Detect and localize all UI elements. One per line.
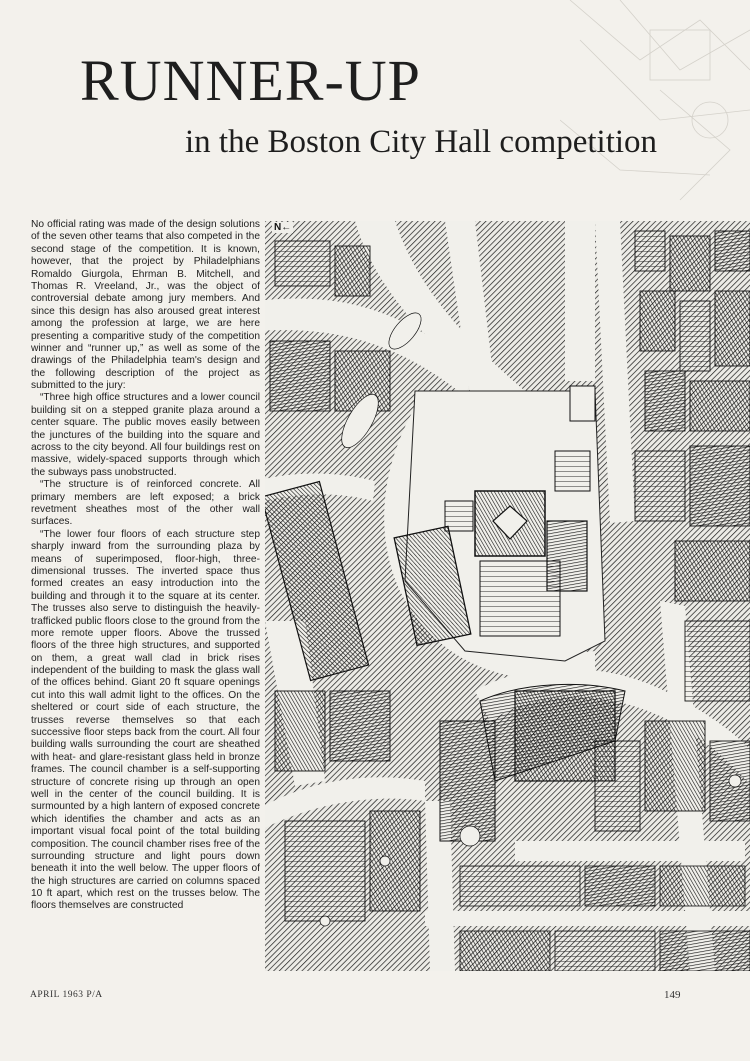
corner-drawing	[560, 0, 750, 215]
site-plan-svg	[265, 221, 750, 971]
article-body	[31, 219, 260, 971]
page-title: RUNNER-UP	[80, 48, 421, 113]
article-paragraph: “Three high office structures and a lower council building sit on a stepped granite plaza around a center square. The public moves easily between the junctures of the building into the square and across to the city beyond. All four buildings rest on massive, widely-spaced supports through which the subways pass unobstructed.	[31, 392, 260, 478]
issue-footer: APRIL 1963 P/A	[30, 990, 103, 1000]
article-paragraph: No official rating was made of the design solutions of the seven other teams that also competed in the second stage of the competition. It is known, however, that the project by Philadelphians Romaldo Giurgola, Ehrman B. Mitchell, and Thomas R. Vreeland, Jr., was the object of controversial debate among jury members. And since this design has also aroused great interest among the profession at large, we are here presenting a comparitive study of the competition winner and “runner up,” as well as some of the drawings of the Philadelphia team's design and the following description of the project as submitted to the jury:	[31, 219, 260, 392]
article-paragraph: “The lower four floors of each structure step sharply inward from the surrounding plaza by means of superimposed, floor-high, three-dimensional trusses. The inverted space thus formed creates an easy introduction into the building and through it to the square at its center. The trusses also serve to distinguish the heavily-trafficked public floors close to the ground from the more remote upper floors. Above the trussed floors of the three high structures, and supported on them, a great wall clad in brick rises independent of the building to mask the glass wall of the offices behind. Giant 20 ft square openings cut into this wall admit light to the offices. On the sheltered or court side of each structure, the trusses reverse themselves so that each successive floor steps back from the court. All four building walls surrounding the court are sheathed with heat- and glare-resistant glass held in bronze frames. The council chamber is a self-supporting structure of concrete rising up through an open well in the center of the council building. It is surmounted by a high lantern of exposed concrete which identifies the chamber and acts as an important visual focal point of the total building composition. The council chamber rises free of the surrounding structure and light pours down beneath it into the well below. The upper floors of the high structures are carried on columns spaced 10 ft apart, which rest on the trusses below. The floors themselves are constructed	[31, 528, 260, 912]
site-plan-drawing	[265, 221, 750, 971]
article-paragraph: “The structure is of reinforced concrete. All primary members are left exposed; a brick revetment sheathes most of the other wall surfaces.	[31, 479, 260, 528]
north-arrow-label: N←	[274, 222, 292, 233]
page-number: 149	[664, 989, 681, 1001]
page-subtitle: in the Boston City Hall competition	[185, 124, 658, 160]
